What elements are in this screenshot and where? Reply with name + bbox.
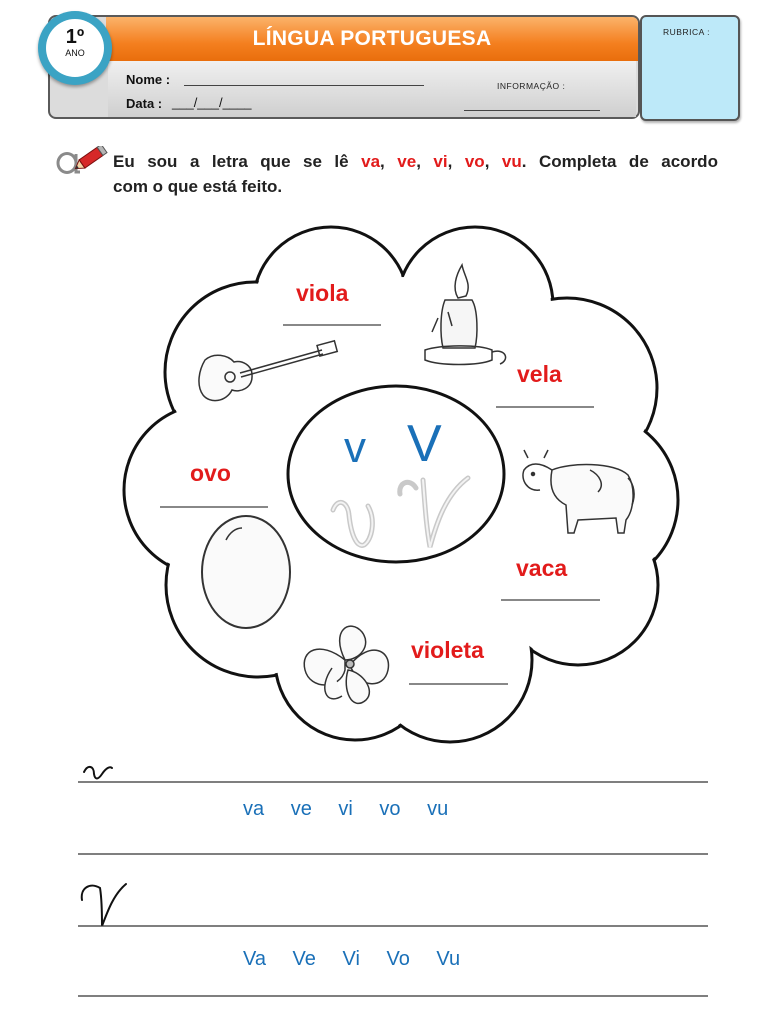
syllable-ve: ve bbox=[397, 152, 417, 171]
center-letter-upper: V bbox=[407, 415, 442, 473]
lowercase-syllables bbox=[243, 798, 469, 821]
date-field[interactable]: ___/___/____ bbox=[172, 95, 252, 110]
syllable-vu: vu bbox=[501, 152, 522, 171]
word-viola: viola bbox=[296, 280, 349, 306]
date-label: Data : bbox=[126, 96, 163, 111]
syllable: Vo bbox=[386, 948, 410, 970]
separator: , bbox=[416, 152, 421, 171]
page-title: LÍNGUA PORTUGUESA bbox=[252, 27, 492, 50]
syllable: Ve bbox=[292, 948, 316, 970]
instruction-line-2: com o que está feito. bbox=[113, 177, 283, 196]
center-letter-lower: v bbox=[344, 423, 366, 472]
word-violeta: violeta bbox=[411, 637, 484, 663]
syllable: ve bbox=[290, 798, 312, 820]
syllable: vo bbox=[379, 798, 401, 820]
cursive-v-icon bbox=[84, 767, 112, 779]
syllable: vu bbox=[427, 798, 449, 820]
word-vela: vela bbox=[517, 361, 562, 387]
syllable: vi bbox=[338, 798, 353, 820]
rubrica-label: RUBRICA : bbox=[663, 27, 711, 37]
syllable: Va bbox=[243, 948, 266, 970]
separator: , bbox=[380, 152, 385, 171]
instruction-tail: . Completa de acordo bbox=[521, 152, 718, 171]
cursive-V-icon bbox=[82, 884, 126, 926]
word-vaca: vaca bbox=[516, 555, 568, 581]
syllable-vi: vi bbox=[433, 152, 448, 171]
uppercase-syllables bbox=[243, 948, 481, 971]
grade-number: 1º bbox=[65, 26, 85, 48]
syllable-vo: vo bbox=[464, 152, 485, 171]
instruction-lead: Eu sou a letra que se lê bbox=[113, 152, 349, 171]
name-label: Nome : bbox=[126, 72, 171, 87]
word-ovo: ovo bbox=[190, 460, 231, 486]
syllable: Vi bbox=[342, 948, 360, 970]
info-label: INFORMAÇÃO : bbox=[497, 81, 566, 91]
syllable: va bbox=[243, 798, 265, 820]
syllable-va: va bbox=[361, 152, 381, 171]
syllable: Vu bbox=[436, 948, 461, 970]
separator: , bbox=[447, 152, 453, 171]
separator: , bbox=[484, 152, 490, 171]
grade-label: ANO bbox=[65, 48, 85, 58]
